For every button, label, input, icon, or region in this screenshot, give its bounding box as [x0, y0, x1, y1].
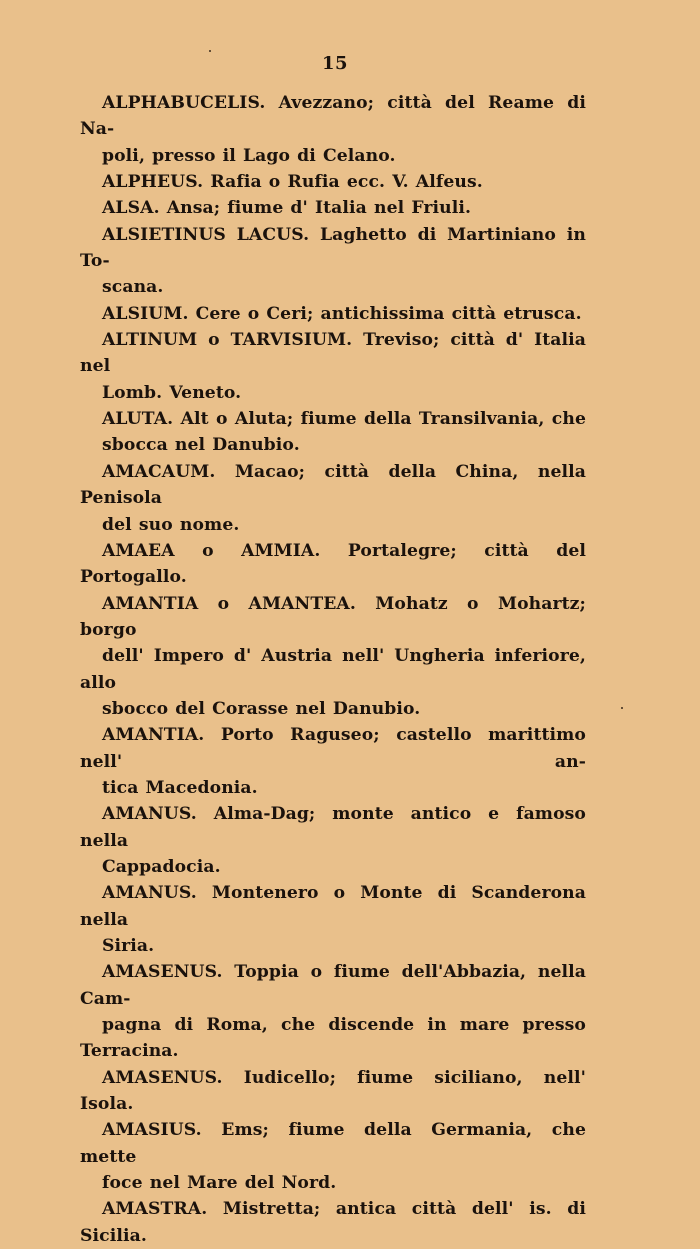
- entry-amantia: [80, 722, 586, 801]
- entry-aluta: [80, 406, 586, 459]
- entry-line: Lomb. Veneto.: [102, 382, 242, 403]
- entry-line: del suo nome.: [102, 514, 240, 535]
- entry-line: tica Macedonia.: [102, 777, 258, 798]
- entry-amasius: [80, 1117, 586, 1196]
- entry-line: ALUTA. Alt o Aluta; fiume della Transilvania, che: [102, 409, 586, 430]
- entry-line: pagna di Roma, che discende in mare presso Terracina.: [80, 1015, 586, 1062]
- entry-line: AMACAUM. Macao; città della China, nella Penisola: [80, 461, 586, 509]
- entry-line: AMANTIA. Porto Raguseo; castello marittimo nell' an-: [80, 725, 586, 772]
- print-speck: [209, 50, 211, 52]
- entry-line: Siria.: [102, 936, 155, 956]
- entry-line: AMAEA o AMMIA. Portalegre; città del Portogallo.: [80, 540, 586, 588]
- entry-alphabucelis: [80, 90, 586, 169]
- entry-line: ALPHABUCELIS. Avezzano; città del Reame di Na-: [80, 93, 586, 140]
- entry-line: ALSIUM. Cere o Ceri; antichissima città etrusca.: [102, 303, 582, 324]
- entry-amanus-montenero: [80, 880, 586, 959]
- entry-line: ALSIETINUS LACUS. Laghetto di Martiniano in To-: [80, 224, 586, 272]
- entry-line: sbocco del Corasse nel Danubio.: [102, 698, 421, 719]
- entry-line: poli, presso il Lago di Celano.: [102, 145, 396, 166]
- entry-line: foce nel Mare del Nord.: [102, 1173, 337, 1194]
- entry-line: AMASTRA. Mistretta; antica città dell' is. di Sicilia.: [80, 1199, 586, 1246]
- entry-line: ALPHEUS. Rafia o Rufia ecc. V. Alfeus.: [102, 172, 483, 193]
- entry-line: AMANUS. Montenero o Monte di Scanderona nella: [80, 883, 586, 930]
- entry-amacaum: [80, 459, 586, 538]
- entry-amasenus-iudicello: [80, 1065, 586, 1118]
- entry-alsa: [80, 195, 586, 221]
- entry-amaea: [80, 538, 586, 591]
- entry-amanus-alma-dag: [80, 801, 586, 880]
- entry-line: AMASENUS. Toppia o fiume dell'Abbazia, nella Cam-: [80, 962, 586, 1009]
- dictionary-entries: [80, 90, 586, 1249]
- entry-line: Cappadocia.: [102, 856, 221, 877]
- entry-line: AMANTIA o AMANTEA. Mohatz o Mohartz; borgo: [80, 593, 586, 640]
- entry-line: scana.: [102, 277, 164, 298]
- print-speck: [621, 707, 623, 709]
- entry-amasenus-toppia: [80, 959, 586, 1064]
- entry-line: dell' Impero d' Austria nell' Ungheria inferiore, allo: [80, 646, 586, 693]
- entry-altinum: [80, 327, 586, 406]
- entry-alpheus: [80, 169, 586, 195]
- entry-line: AMASENUS. Iudicello; fiume siciliano, nell' Isola.: [80, 1067, 586, 1115]
- entry-line: sbocca nel Danubio.: [102, 435, 300, 456]
- entry-alsietinus-lacus: [80, 222, 586, 301]
- entry-amastra: [80, 1196, 586, 1249]
- entry-line: ALTINUM o TARVISIUM. Treviso; città d' Italia nel: [80, 330, 586, 377]
- entry-line: AMASIUS. Ems; fiume della Germania, che mette: [80, 1120, 586, 1167]
- entry-line: AMANUS. Alma-Dag; monte antico e famoso nella: [80, 804, 586, 851]
- page-number: 15: [321, 53, 349, 74]
- entry-line: ALSA. Ansa; fiume d' Italia nel Friuli.: [102, 198, 472, 219]
- entry-amantia-amantea: [80, 591, 586, 723]
- entry-alsium: [80, 301, 586, 327]
